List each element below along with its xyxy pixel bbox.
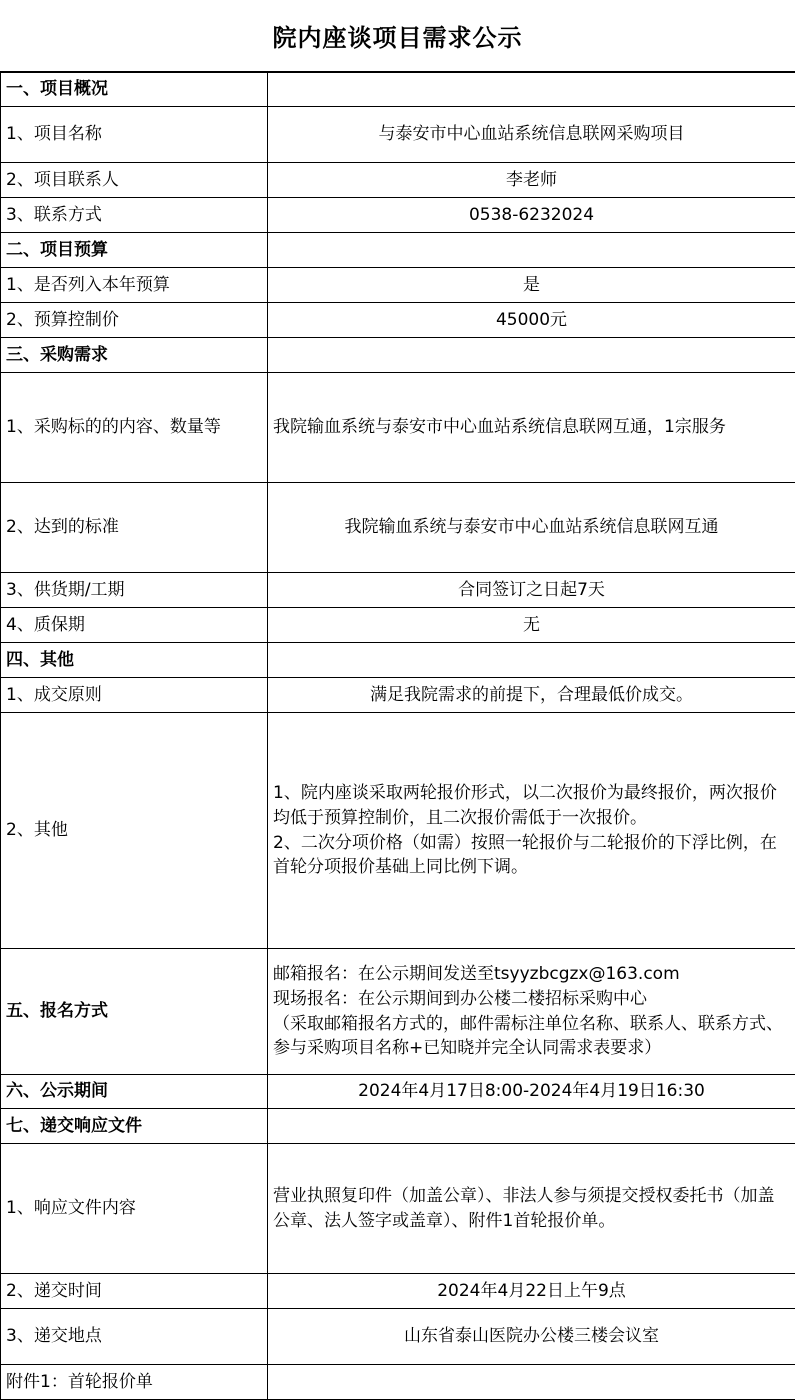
table-row — [1, 1075, 795, 1109]
other-paragraph-1: 1、院内座谈采取两轮报价形式，以二次报价为最终报价，两次报价均低于预算控制价，且二次报价需低于一次报价。 — [273, 781, 791, 830]
budget-price-label: 2、预算控制价 — [1, 303, 268, 338]
budget-listed-value: 是 — [268, 268, 795, 303]
phone-label: 3、联系方式 — [1, 198, 268, 233]
other-paragraph-2: 2、二次分项价格（如需）按照一轮报价与二轮报价的下浮比例，在首轮分项报价基础上同比例下调。 — [273, 831, 791, 880]
section-submission: 七、递交响应文件 — [1, 1109, 268, 1144]
contact-label: 2、项目联系人 — [1, 163, 268, 198]
empty-cell — [268, 1365, 795, 1400]
attachment-label: 附件1：首轮报价单 — [1, 1365, 268, 1400]
demand-warranty-value: 无 — [268, 608, 795, 643]
table-row — [1, 1365, 795, 1400]
requirements-table — [0, 72, 795, 1400]
title-row — [0, 0, 795, 72]
table-row — [1, 268, 795, 303]
section-row — [1, 338, 795, 373]
table-row — [1, 1144, 795, 1274]
table-row — [1, 303, 795, 338]
submission-time-label: 2、递交时间 — [1, 1274, 268, 1309]
section-row — [1, 643, 795, 678]
principle-label: 1、成交原则 — [1, 678, 268, 713]
table-row — [1, 107, 795, 163]
principle-value: 满足我院需求的前提下，合理最低价成交。 — [268, 678, 795, 713]
page-title: 院内座谈项目需求公示 — [273, 18, 523, 53]
section-other: 四、其他 — [1, 643, 268, 678]
table-row — [1, 373, 795, 483]
budget-listed-label: 1、是否列入本年预算 — [1, 268, 268, 303]
empty-cell — [268, 338, 795, 373]
registration-note: （采取邮箱报名方式的，邮件需标注单位名称、联系人、联系方式、参与采购项目名称+已知晓并完全认同需求表要求） — [273, 1012, 791, 1061]
submission-content-value: 营业执照复印件（加盖公章）、非法人参与须提交授权委托书（加盖公章、法人签字或盖章）、附件1首轮报价单。 — [268, 1144, 795, 1274]
other-value — [268, 713, 795, 949]
demand-period-value: 合同签订之日起7天 — [268, 573, 795, 608]
empty-cell — [268, 643, 795, 678]
demand-period-label: 3、供货期/工期 — [1, 573, 268, 608]
table-row — [1, 163, 795, 198]
section-publicity: 六、公示期间 — [1, 1075, 268, 1109]
phone-value: 0538-6232024 — [268, 198, 795, 233]
submission-place-label: 3、递交地点 — [1, 1309, 268, 1365]
section-demand: 三、采购需求 — [1, 338, 268, 373]
publicity-period-value: 2024年4月17日8:00-2024年4月19日16:30 — [268, 1075, 795, 1109]
table-row — [1, 949, 795, 1075]
table-row — [1, 1274, 795, 1309]
section-registration: 五、报名方式 — [1, 949, 268, 1075]
budget-price-value: 45000元 — [268, 303, 795, 338]
table-row — [1, 608, 795, 643]
table-row — [1, 713, 795, 949]
empty-cell — [268, 1109, 795, 1144]
submission-place-value: 山东省泰山医院办公楼三楼会议室 — [268, 1309, 795, 1365]
section-row — [1, 1109, 795, 1144]
submission-content-label: 1、响应文件内容 — [1, 1144, 268, 1274]
demand-warranty-label: 4、质保期 — [1, 608, 268, 643]
empty-cell — [268, 233, 795, 268]
table-row — [1, 573, 795, 608]
table-row — [1, 1309, 795, 1365]
demand-standard-value: 我院输血系统与泰安市中心血站系统信息联网互通 — [268, 483, 795, 573]
section-overview: 一、项目概况 — [1, 73, 268, 107]
section-budget: 二、项目预算 — [1, 233, 268, 268]
empty-cell — [268, 73, 795, 107]
registration-onsite: 现场报名：在公示期间到办公楼二楼招标采购中心 — [273, 987, 791, 1012]
other-label: 2、其他 — [1, 713, 268, 949]
section-row — [1, 73, 795, 107]
project-name-value: 与泰安市中心血站系统信息联网采购项目 — [268, 107, 795, 163]
project-name-label: 1、项目名称 — [1, 107, 268, 163]
table-row — [1, 678, 795, 713]
demand-content-label: 1、采购标的的内容、数量等 — [1, 373, 268, 483]
table-row — [1, 483, 795, 573]
registration-value — [268, 949, 795, 1075]
table-row — [1, 198, 795, 233]
submission-time-value: 2024年4月22日上午9点 — [268, 1274, 795, 1309]
registration-email: 邮箱报名：在公示期间发送至tsyyzbcgzx@163.com — [273, 962, 791, 987]
demand-content-value: 我院输血系统与泰安市中心血站系统信息联网互通，1宗服务 — [268, 373, 795, 483]
contact-value: 李老师 — [268, 163, 795, 198]
demand-standard-label: 2、达到的标准 — [1, 483, 268, 573]
section-row — [1, 233, 795, 268]
